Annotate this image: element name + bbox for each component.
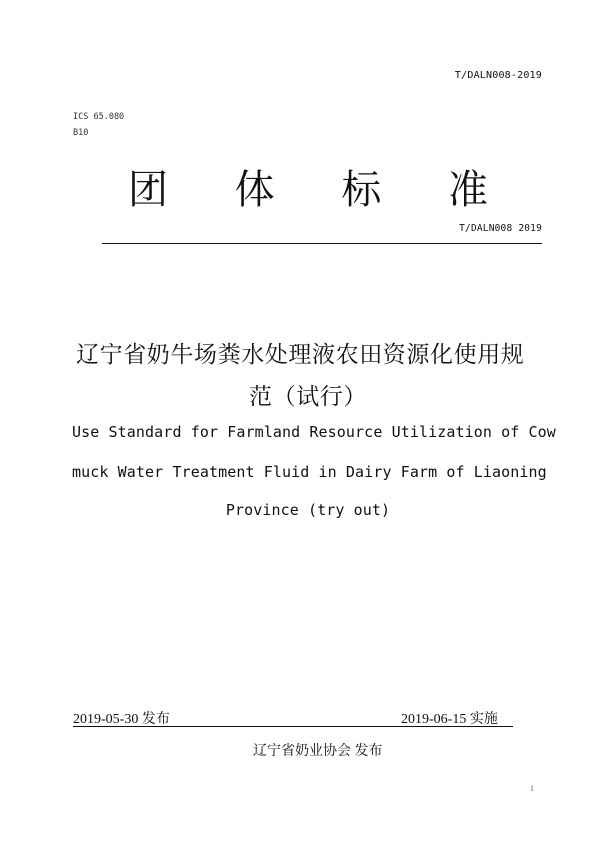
doc-type-char: 标 <box>341 167 382 213</box>
title-chinese-line-1: 辽宁省奶牛场粪水处理液农田资源化使用规 <box>76 342 525 368</box>
issuing-organization: 辽宁省奶业协会 发布 <box>253 744 383 759</box>
title-chinese-line-2: 范（试行） <box>249 384 367 410</box>
doc-type-char: 准 <box>447 167 488 213</box>
title-english-line-3: Province (try out) <box>225 501 391 519</box>
standard-code-top: T/DALN008-2019 <box>454 70 542 81</box>
page-number: 1 <box>530 784 534 793</box>
release-date: 2019-05-30 发布 <box>73 712 170 727</box>
ccs-code: B10 <box>73 128 89 138</box>
footer-divider <box>73 726 513 727</box>
doc-type-char: 团 <box>128 167 168 213</box>
standard-code: T/DALN008 2019 <box>459 223 542 234</box>
doc-type-char: 体 <box>234 167 275 213</box>
implementation-date: 2019-06-15 实施 <box>401 712 498 727</box>
title-english-line-1: Use Standard for Farmland Resource Utilization of Cow <box>72 423 556 441</box>
document-type-title <box>128 160 488 220</box>
header-divider <box>102 243 542 244</box>
title-english-line-2: muck Water Treatment Fluid in Dairy Farm of Liaoning <box>72 463 547 481</box>
ics-code: ICS 65.080 <box>73 112 125 122</box>
